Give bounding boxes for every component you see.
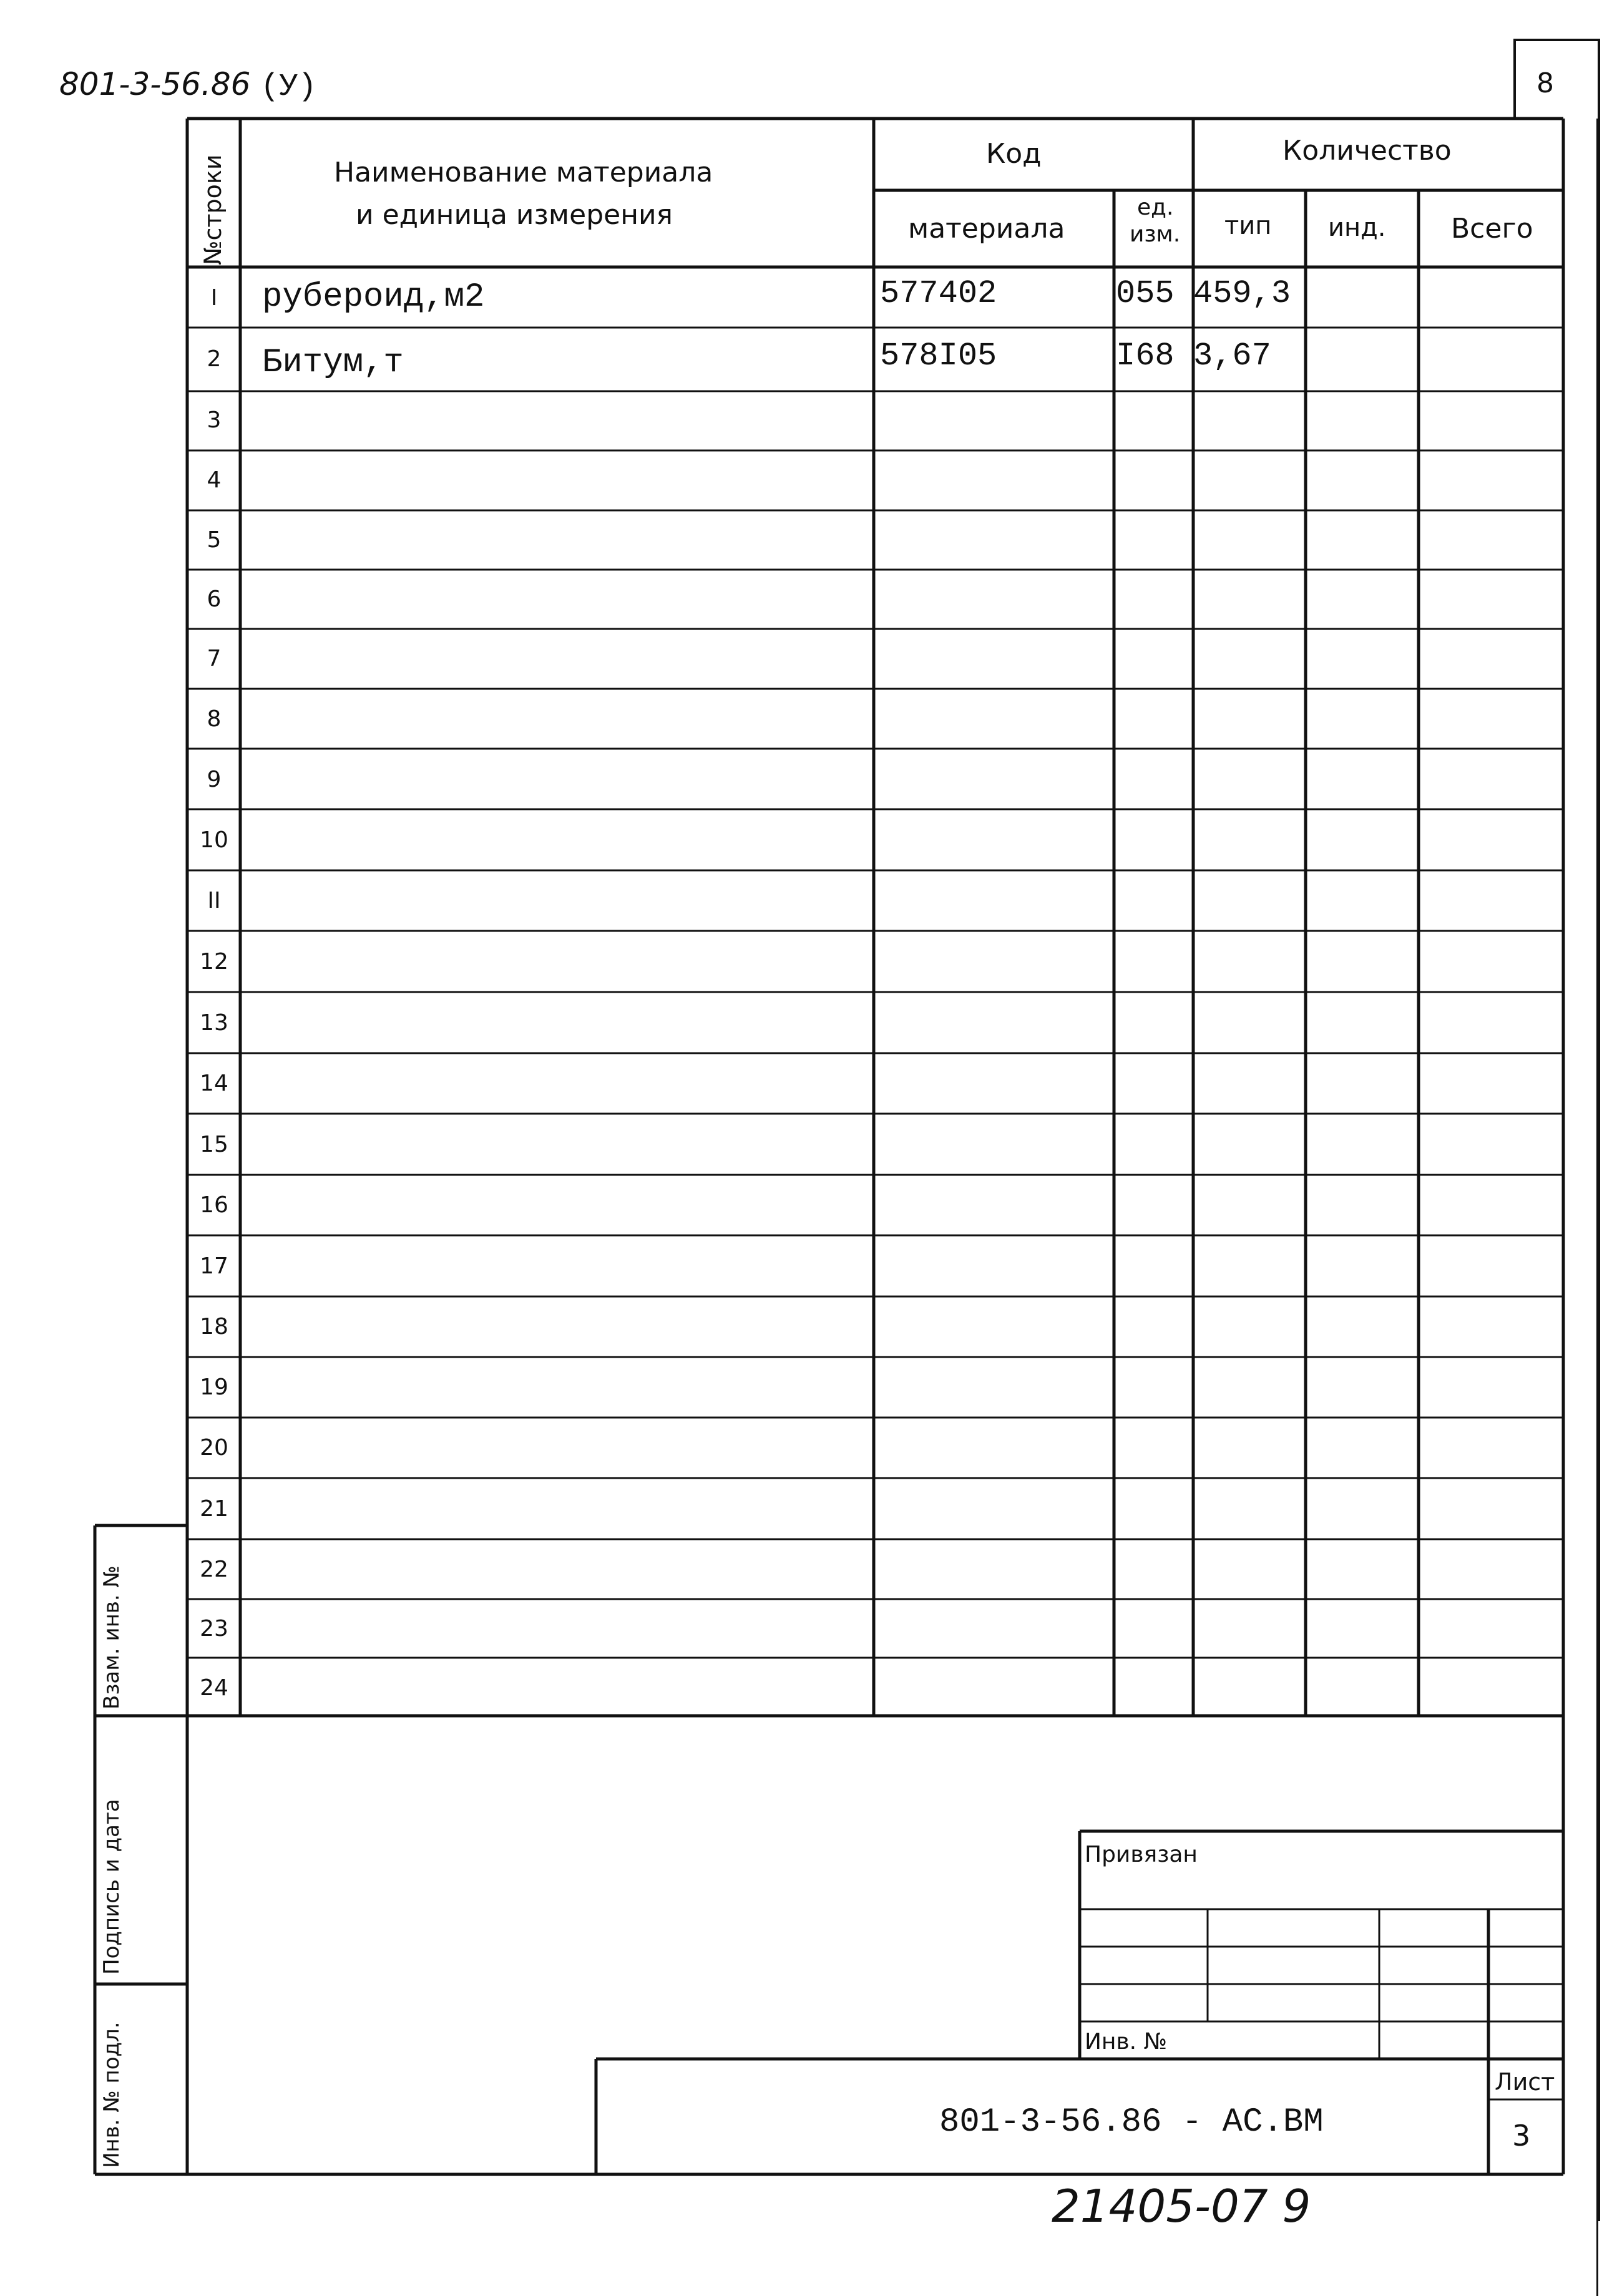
row-1-qty-type: 459,3 xyxy=(1193,275,1291,312)
side-label-vzam: Взам. инв. № xyxy=(99,1565,124,1710)
row-number: I xyxy=(210,285,218,311)
col-quantity-header: Количество xyxy=(1282,135,1452,167)
row-number: 9 xyxy=(207,767,222,792)
row-number: 6 xyxy=(207,586,222,612)
row-number: 5 xyxy=(207,527,222,553)
stamp-sheet-number: 3 xyxy=(1512,2119,1531,2152)
col-rownum-header: №строки xyxy=(199,154,227,265)
row-number: 3 xyxy=(207,407,222,433)
row-number: 18 xyxy=(200,1314,228,1340)
page-number: 8 xyxy=(1537,67,1554,99)
row-2-material-code: 578I05 xyxy=(880,338,997,374)
side-label-podpis: Подпись и дата xyxy=(99,1799,124,1975)
doc-code-number: 801-3-56.86 xyxy=(59,66,251,102)
row-number: 13 xyxy=(200,1010,228,1036)
row-number: 22 xyxy=(200,1557,228,1582)
col-code-unit-header-1: ед. xyxy=(1137,195,1174,220)
stamp-inv-no: Инв. № xyxy=(1085,2029,1168,2055)
col-name-header-line1: Наименование материала xyxy=(334,157,713,188)
stamp-privyazan: Привязан xyxy=(1085,1842,1198,1867)
row-1-material-code: 577402 xyxy=(880,275,997,312)
stamp-doc-designation: 801-3-56.86 - АС.ВМ xyxy=(939,2103,1324,2141)
row-2-qty-type: 3,67 xyxy=(1193,338,1271,374)
row-1-material-name: рубероид,м2 xyxy=(262,278,485,316)
row-number: II xyxy=(207,888,221,913)
col-code-header: Код xyxy=(986,138,1042,170)
row-number: 21 xyxy=(200,1496,228,1522)
col-qty-total-header: Всего xyxy=(1451,213,1533,245)
row-2-unit-code: I68 xyxy=(1116,338,1175,374)
col-name-header-line2: и единица измерения xyxy=(356,199,673,231)
row-number: 15 xyxy=(200,1132,228,1157)
row-number: 12 xyxy=(200,949,228,975)
row-number: 20 xyxy=(200,1435,228,1461)
row-number: 19 xyxy=(200,1374,228,1400)
row-number: 2 xyxy=(207,346,222,372)
row-number: 16 xyxy=(200,1192,228,1218)
col-code-material-header: материала xyxy=(908,213,1065,245)
row-1-unit-code: 055 xyxy=(1116,275,1175,312)
side-label-inv-podl: Инв. № подл. xyxy=(99,2021,124,2168)
row-number: 24 xyxy=(200,1675,228,1701)
row-number: 8 xyxy=(207,706,222,732)
doc-code-suffix: (У) xyxy=(260,69,317,105)
bottom-note: 21405-07 9 xyxy=(1052,2180,1311,2232)
col-code-unit-header-2: изм. xyxy=(1130,221,1181,247)
row-number: 23 xyxy=(200,1616,228,1642)
row-number: 4 xyxy=(207,467,222,493)
row-number: 10 xyxy=(200,827,228,853)
stamp-sheet-label: Лист xyxy=(1495,2068,1555,2096)
col-qty-type-header: тип xyxy=(1224,212,1272,240)
row-number: 7 xyxy=(207,646,222,671)
row-number: 17 xyxy=(200,1253,228,1279)
row-2-material-name: Битум,т xyxy=(262,344,404,382)
row-number: 14 xyxy=(200,1071,228,1096)
col-qty-ind-header: инд. xyxy=(1328,213,1386,242)
